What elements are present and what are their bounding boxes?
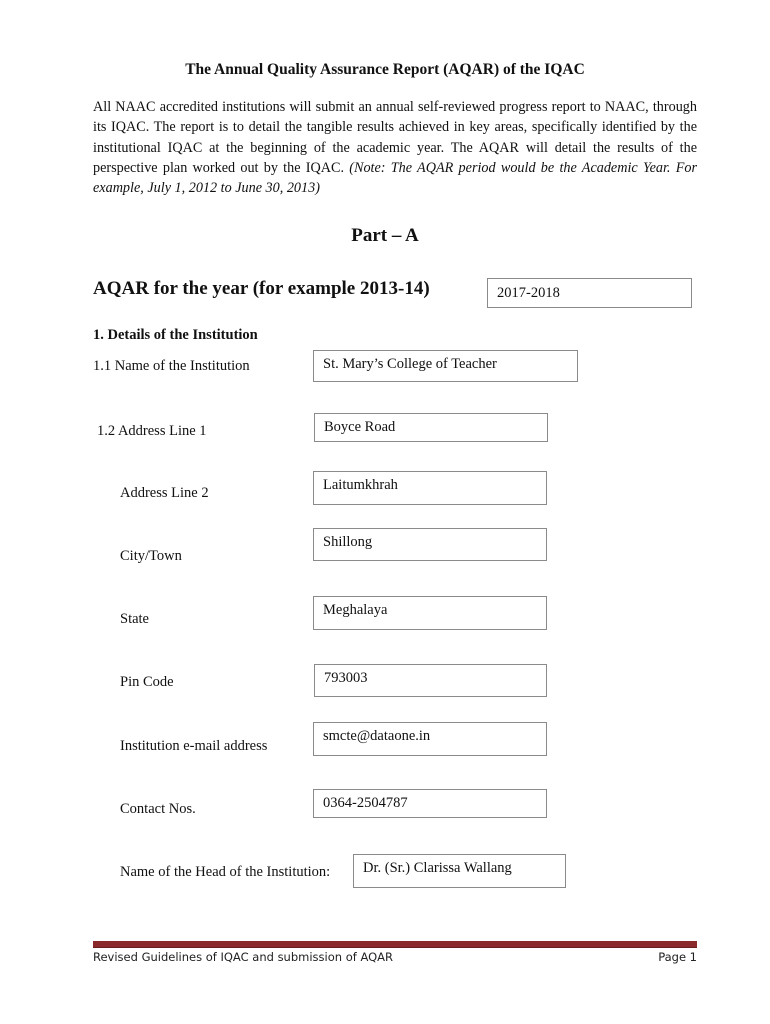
email-field[interactable]: smcte@dataone.in bbox=[313, 722, 547, 756]
document-title: The Annual Quality Assurance Report (AQAR) of the IQAC bbox=[185, 61, 585, 78]
address-line-2-label: Address Line 2 bbox=[120, 485, 209, 501]
page-number: Page 1 bbox=[658, 950, 697, 964]
part-title: Part – A bbox=[351, 225, 419, 246]
footer-left-text: Revised Guidelines of IQAC and submission of AQAR bbox=[93, 950, 394, 964]
head-of-institution-label: Name of the Head of the Institution: bbox=[120, 864, 331, 880]
institution-name-label: 1.1 Name of the Institution bbox=[93, 358, 250, 374]
institution-name-field[interactable]: St. Mary’s College of Teacher bbox=[313, 350, 578, 382]
intro-paragraph bbox=[93, 97, 697, 198]
email-label: Institution e-mail address bbox=[120, 738, 268, 754]
contact-label: Contact Nos. bbox=[120, 801, 196, 817]
head-of-institution-field[interactable]: Dr. (Sr.) Clarissa Wallang bbox=[353, 854, 566, 888]
aqar-year-field[interactable]: 2017-2018 bbox=[487, 278, 692, 308]
city-field[interactable]: Shillong bbox=[313, 528, 547, 561]
state-field[interactable]: Meghalaya bbox=[313, 596, 547, 630]
address-line-1-label: 1.2 Address Line 1 bbox=[97, 423, 207, 439]
pin-code-label: Pin Code bbox=[120, 674, 174, 690]
intro-text: All NAAC accredited institutions will submit an annual self-reviewed progress report to NAAC, through its IQAC. The report is to detail the tangible results achieved in key areas, specifically identified by the institutional IQAC at the beginning of the academic year. The AQAR will detail the results of the perspective plan worked out by the IQAC. bbox=[93, 99, 697, 176]
state-label: State bbox=[120, 611, 149, 627]
intro-note: (Note: The AQAR period would be the Academic Year. For example, July 1, 2012 to June 30, 2013) bbox=[93, 159, 697, 197]
contact-field[interactable]: 0364-2504787 bbox=[313, 789, 547, 818]
section-title: 1. Details of the Institution bbox=[93, 327, 258, 343]
footer-divider bbox=[93, 941, 697, 948]
pin-code-field[interactable]: 793003 bbox=[314, 664, 547, 697]
address-line-1-field[interactable]: Boyce Road bbox=[314, 413, 548, 442]
aqar-year-label: AQAR for the year (for example 2013-14) bbox=[93, 278, 430, 299]
city-label: City/Town bbox=[120, 548, 182, 564]
address-line-2-field[interactable]: Laitumkhrah bbox=[313, 471, 547, 505]
